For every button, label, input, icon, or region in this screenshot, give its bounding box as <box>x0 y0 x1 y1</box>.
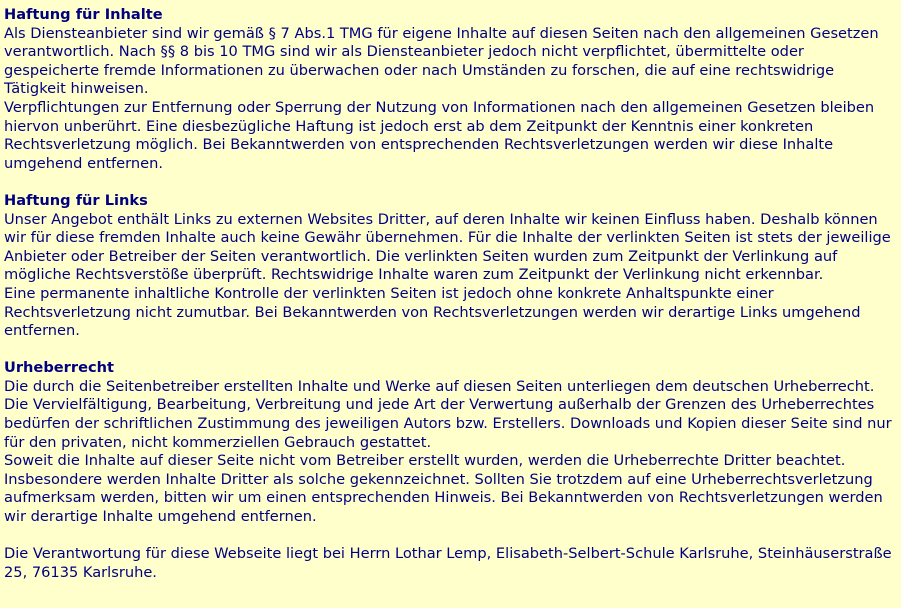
section-haftung-inhalte <box>4 6 899 173</box>
section-paragraph: Unser Angebot enthält Links zu externen Websites Dritter, auf deren Inhalte wir keinen Einfluss haben. Deshalb können wir für diese fremden Inhalte auch keine Gewähr übernehmen. Für die Inhalte der verlinkten Seiten ist stets der jeweilige Anbieter oder Betreiber der Seiten verantwortlich. Die verlinkten Seiten wurden zum Zeitpunkt der Verlinkung auf mögliche Rechtsverstöße überprüft. Rechtswidrige Inhalte waren zum Zeitpunkt der Verlinkung nicht erkennbar. <box>4 210 891 284</box>
section-paragraph: Die durch die Seitenbetreiber erstellten Inhalte und Werke auf diesen Seiten unterliegen dem deutschen Urheberrecht. Die Vervielfältigung, Bearbeitung, Verbreitung und jede Art der Verwertung außerhalb der Grenzen des Urheberrechtes bedürfen der schriftlichen Zustimmung des jeweiligen Autors bzw. Erstellers. Downloads und Kopien dieser Seite sind nur für den privaten, nicht kommerziellen Gebrauch gestattet. <box>4 377 892 451</box>
section-heading: Haftung für Inhalte <box>4 6 163 23</box>
section-paragraph: Soweit die Inhalte auf dieser Seite nicht vom Betreiber erstellt wurden, werden die Urheberrechte Dritter beachtet. Insbesondere werden Inhalte Dritter als solche gekennzeichnet. Sollten Sie trotzdem auf eine Urheberrechtsverletzung aufmerksam werden, bitten wir um einen entsprechenden Hinweis. Bei Bekanntwerden von Rechtsverletzungen werden wir derartige Inhalte umgehend entfernen. <box>4 452 883 526</box>
section-heading: Haftung für Links <box>4 191 148 209</box>
section-heading: Urheberrecht <box>4 359 114 377</box>
section-urheberrecht <box>4 359 899 526</box>
section-paragraph: Eine permanente inhaltliche Kontrolle der verlinkten Seiten ist jedoch ohne konkrete Anhaltspunkte einer Rechtsverletzung nicht zumutbar. Bei Bekanntwerden von Rechtsverletzungen werden wir derartige Links umgehend entfernen. <box>4 284 861 340</box>
responsibility-footer <box>4 545 899 582</box>
footer-text: Die Verantwortung für diese Webseite liegt bei Herrn Lothar Lemp, Elisabeth-Selbert-Schule Karlsruhe, Steinhäuserstraße 25, 76135 Karlsruhe. <box>4 545 892 581</box>
section-paragraph: Als Diensteanbieter sind wir gemäß § 7 Abs.1 TMG für eigene Inhalte auf diesen Seiten nach den allgemeinen Gesetzen verantwortlich. Nach §§ 8 bis 10 TMG sind wir als Diensteanbieter jedoch nicht verpflichtet, übermittelte oder gespeicherte fremde Informationen zu überwachen oder nach Umständen zu forschen, die auf eine rechtswidrige Tätigkeit hinweisen. <box>4 24 879 98</box>
section-paragraph: Verpflichtungen zur Entfernung oder Sperrung der Nutzung von Informationen nach den allgemeinen Gesetzen bleiben hiervon unberührt. Eine diesbezügliche Haftung ist jedoch erst ab dem Zeitpunkt der Kenntnis einer konkreten Rechtsverletzung möglich. Bei Bekanntwerden von entsprechenden Rechtsverletzungen werden wir diese Inhalte umgehend entfernen. <box>4 98 875 172</box>
page-content <box>4 6 899 582</box>
section-haftung-links <box>4 192 899 341</box>
